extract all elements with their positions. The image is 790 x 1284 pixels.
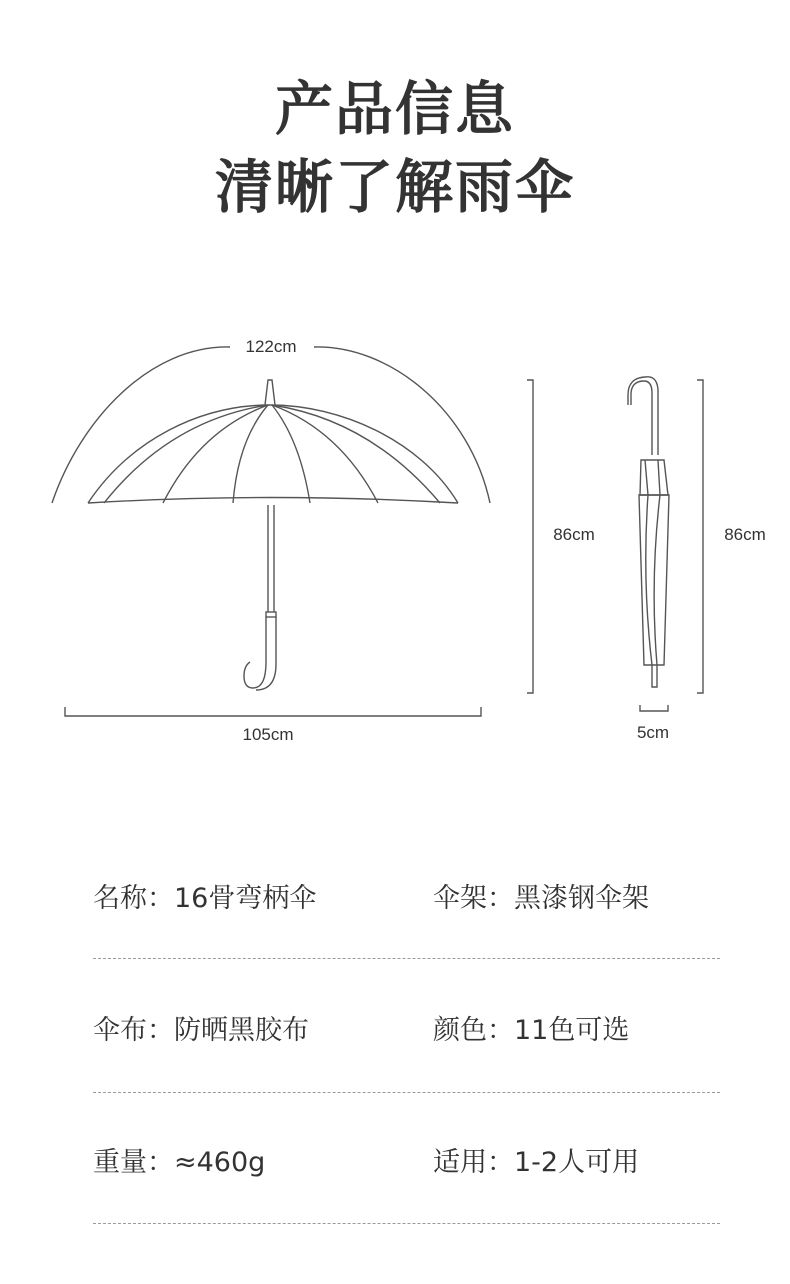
spec-name: 名称：16骨弯柄伞 [93, 883, 317, 914]
width-dimension-line [65, 707, 481, 716]
spec-fabric: 伞布：防晒黑胶布 [93, 1015, 309, 1046]
diameter-dimension-line [640, 705, 668, 711]
umbrella-dimension-diagram [0, 300, 790, 760]
closed-height-dimension-line [697, 380, 703, 693]
page-title: 产品信息 [274, 75, 515, 143]
arc-dimension-line [52, 347, 230, 503]
divider [93, 1223, 720, 1224]
page-subtitle: 清晰了解雨伞 [214, 153, 575, 221]
spec-color: 颜色：11色可选 [433, 1015, 630, 1046]
open-height-dimension-line [527, 380, 533, 693]
closed-diameter-label: 5cm [636, 723, 670, 742]
closed-umbrella-icon [628, 377, 669, 687]
closed-height-label: 86cm [724, 525, 766, 544]
open-umbrella-icon [88, 380, 458, 690]
arc-width-label: 122cm [245, 337, 297, 356]
spec-weight: 重量：≈460g [93, 1147, 266, 1178]
divider [93, 958, 720, 959]
spec-capacity: 适用：1-2人可用 [433, 1147, 640, 1178]
divider [93, 1092, 720, 1093]
spec-frame: 伞架：黑漆钢伞架 [433, 883, 649, 914]
open-width-label: 105cm [242, 725, 294, 744]
open-height-label: 86cm [553, 525, 595, 544]
